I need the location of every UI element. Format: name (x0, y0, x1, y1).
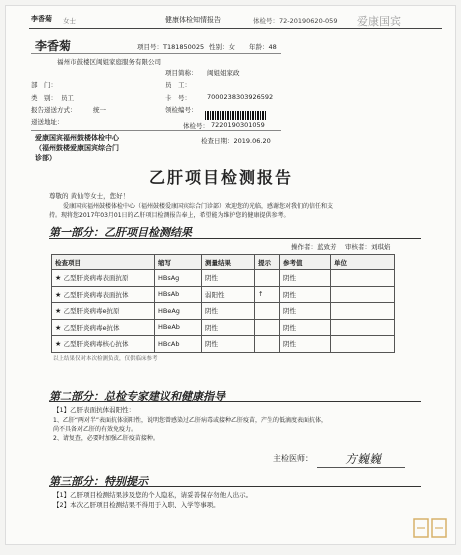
greeting: 尊敬的 黄仙等女士，您好！ (49, 192, 130, 200)
header-name: 李香菊 (31, 15, 52, 23)
row-name-cell (52, 270, 155, 287)
section2-title: 第二部分：总检专家建议和健康指导 (49, 390, 225, 403)
center-line2: （福州鼓楼爱康国宾综合门 (35, 144, 119, 152)
row-abbr: HBeAg (155, 303, 202, 320)
table-row (52, 303, 395, 320)
brand-logo-icon (412, 515, 452, 543)
header-exam-number: 体检号：72-20190620-059 (253, 17, 338, 25)
unit-label: 领检编号： (165, 106, 198, 114)
table-row (52, 270, 395, 287)
center-line3: 诊部） (35, 154, 56, 162)
operator: 操作者：蓝致芳 (291, 243, 337, 251)
department-label: 部 门： (31, 81, 57, 89)
report-mode-value: 统一 (93, 106, 106, 114)
row-unit (331, 319, 395, 336)
row-name-cell (52, 286, 155, 303)
exam-no-label: 体检号： (183, 122, 209, 130)
row-unit (331, 303, 395, 320)
category-label: 类 别： (31, 94, 57, 102)
row-ref: 阴性 (280, 270, 331, 287)
header-gender-tag: 女士 (63, 17, 76, 25)
project-number: 项目号：T181850025 (137, 43, 205, 51)
notice-item2: 【2】本次乙肝项目检测结果不得用于入职、入学等事项。 (53, 501, 220, 509)
header-doc-title: 健康体检知情报告 (165, 16, 221, 24)
exam-no-value: 7220190301059 (211, 121, 265, 129)
row-name: 乙型肝炎病毒核心抗体 (63, 340, 129, 349)
employee-label: 员 工： (165, 81, 191, 89)
row-ref: 阴性 (280, 336, 331, 353)
address-label: 递送地址： (31, 118, 64, 126)
doctor-signature: 方巍巍 (345, 452, 382, 466)
row-name: 乙型肝炎病毒表面抗体 (63, 290, 129, 299)
star-icon: ★ (55, 290, 64, 299)
star-icon: ★ (55, 340, 64, 349)
table-row (52, 319, 395, 336)
header-divider (29, 28, 442, 29)
barcode (205, 111, 267, 120)
card-number: 7000238303926592 (207, 93, 274, 101)
col-result: 测量结果 (202, 255, 255, 270)
report-page (5, 5, 456, 545)
results-table (51, 254, 395, 353)
section3-title: 第三部分：特别提示 (49, 475, 148, 488)
patient-name: 李香菊 (35, 39, 72, 53)
col-abbr: 缩写 (155, 255, 202, 270)
results-header-row (52, 255, 395, 270)
exam-date: 检查日期：2019.06.20 (201, 137, 271, 145)
section1-divider (49, 238, 421, 239)
row-abbr: HBsAg (155, 270, 202, 287)
row-result: 阴性 (202, 303, 255, 320)
report-title: 乙肝项目检测报告 (149, 168, 294, 187)
doctor-label: 主检医师： (273, 454, 313, 463)
col-unit: 单位 (331, 255, 395, 270)
star-icon: ★ (55, 323, 64, 332)
center-divider (31, 130, 281, 131)
section1-title: 第一部分：乙肝项目检测结果 (49, 226, 192, 239)
row-ref: 阴性 (280, 319, 331, 336)
row-ref: 阴性 (280, 286, 331, 303)
star-icon: ★ (55, 307, 64, 316)
row-name: 乙型肝炎病毒e抗原 (63, 307, 120, 316)
category-value: 员工 (61, 94, 74, 102)
signature-line (317, 467, 405, 468)
row-hint (255, 319, 280, 336)
table-row (52, 336, 395, 353)
row-hint (255, 336, 280, 353)
row-result: 阴性 (202, 270, 255, 287)
row-name: 乙型肝炎病毒e抗体 (63, 323, 120, 332)
row-name: 乙型肝炎病毒表面抗原 (63, 274, 129, 283)
company-name: 福州市鼓楼区闽姐家庭服务有限公司 (57, 58, 161, 66)
center-line1: 爱康国宾福州鼓楼体检中心 (35, 134, 119, 142)
notice-item1: 【1】乙肝项目检测结果涉及您的个人隐私，请妥善保存勿他人出示。 (53, 491, 253, 499)
col-ref: 参考值 (280, 255, 331, 270)
col-item: 检查项目 (52, 255, 155, 270)
patient-divider (31, 53, 281, 54)
row-unit (331, 270, 395, 287)
patient-age: 年龄：48 (249, 43, 277, 51)
row-hint: ↑ (255, 286, 280, 303)
advice-item1-a: 1、乙肝“两对半”表面抗体弱阳性，说明您曾感染过乙肝病毒或接种乙肝疫苗，产生的低滴度表面抗体， (53, 417, 328, 424)
row-name-cell (52, 319, 155, 336)
star-icon: ★ (55, 274, 64, 283)
intro-line1: 爱康国宾福州鼓楼体检中心（福州鼓楼爱康国宾综合门诊部）欢迎您的光临，感谢您对我们的信任和支 (63, 203, 334, 210)
table-footnote: 以上结果仅对本次检测负责，仅供临床参考 (53, 356, 158, 362)
advice-item1-c: 2、请复查，必要时加强乙肝疫苗接种。 (53, 435, 159, 442)
row-name-cell (52, 303, 155, 320)
col-hint: 提示 (255, 255, 280, 270)
patient-gender: 性别：女 (209, 43, 235, 51)
row-ref: 阴性 (280, 303, 331, 320)
row-name-cell (52, 336, 155, 353)
advice-item1: 【1】乙肝表面抗体弱阳性： (53, 406, 136, 414)
row-abbr: HBeAb (155, 319, 202, 336)
project-name: 闽姐姐家政 (207, 69, 240, 77)
row-unit (331, 286, 395, 303)
section2-divider (49, 401, 421, 402)
reviewer: 审核者：刘琪焰 (345, 243, 391, 251)
row-result: 阴性 (202, 319, 255, 336)
section3-divider (49, 486, 421, 487)
row-abbr: HBsAb (155, 286, 202, 303)
row-result: 阴性 (202, 336, 255, 353)
table-row (52, 286, 395, 303)
row-unit (331, 336, 395, 353)
report-mode-label: 报告递送方式： (31, 106, 77, 114)
intro-line2: 持。现将您2017年03月01日的乙肝项目检测报告奉上，希望能为维护您的健康提供参考。 (49, 212, 290, 219)
row-result: 弱阳性 (202, 286, 255, 303)
row-abbr: HBcAb (155, 336, 202, 353)
row-hint (255, 270, 280, 287)
advice-item1-b: 尚不具备对乙肝的有效免疫力。 (53, 426, 138, 433)
row-hint (255, 303, 280, 320)
card-label: 卡 号： (165, 94, 191, 102)
header-brand: 爱康国宾 (357, 15, 401, 28)
project-name-label: 项目简称： (165, 69, 198, 77)
